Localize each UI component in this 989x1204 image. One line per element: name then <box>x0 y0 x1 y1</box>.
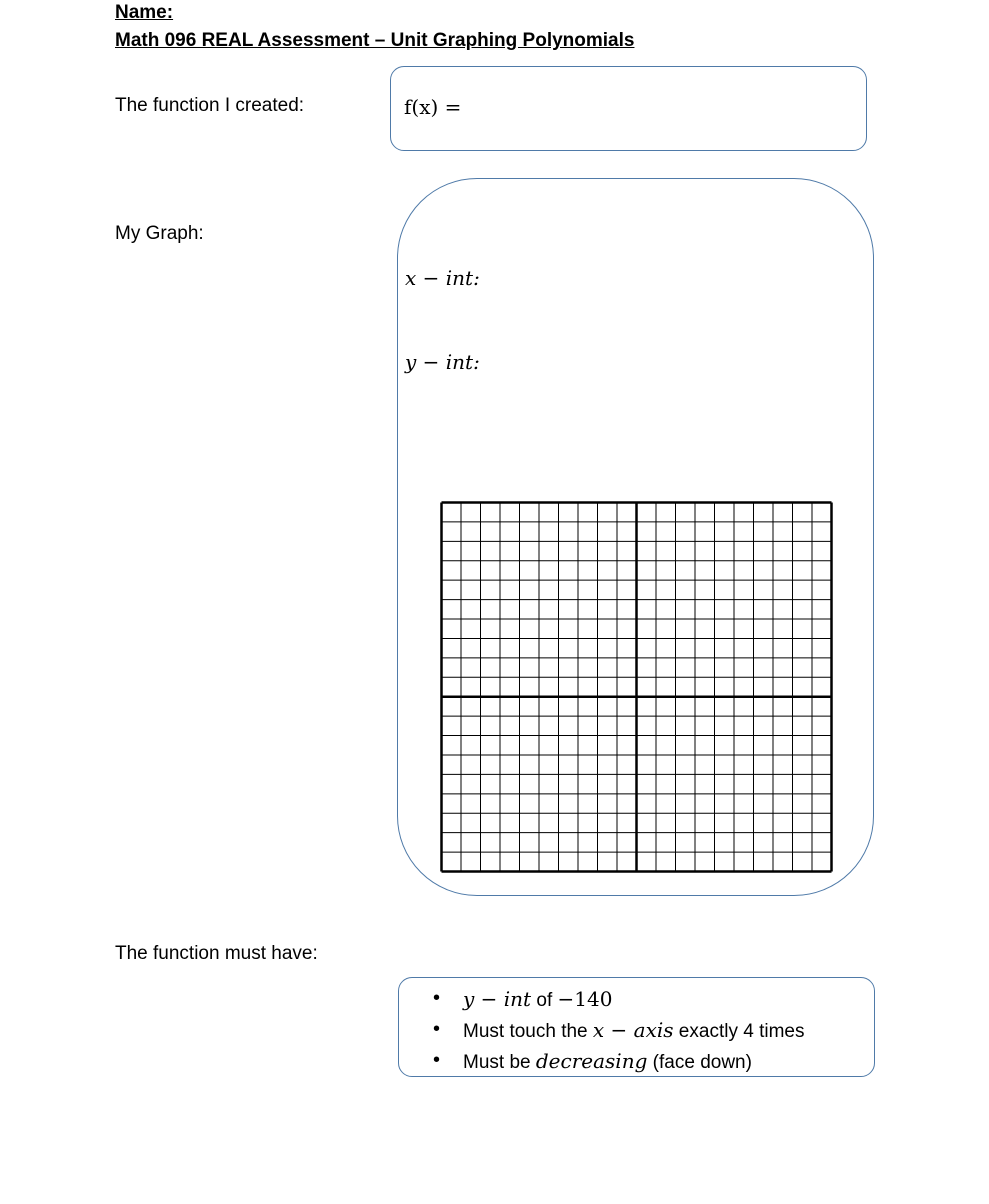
requirement-item-y-int <box>463 987 612 1012</box>
requirement-text: exactly 4 times <box>673 1021 805 1042</box>
requirement-item-touch-axis <box>463 1018 804 1043</box>
x-intercept-label: x − int: <box>405 266 480 290</box>
function-input-box[interactable] <box>390 66 867 151</box>
my-graph-label: My Graph: <box>115 223 204 244</box>
requirement-text: (face down) <box>647 1052 752 1073</box>
bullet-icon: • <box>433 1018 441 1040</box>
requirement-math: decreasing <box>535 1049 648 1073</box>
assessment-title: Math 096 REAL Assessment – Unit Graphing Polynomials <box>115 30 635 51</box>
y-intercept-label: y − int: <box>405 350 480 374</box>
function-formula: f(x) = <box>404 95 462 119</box>
requirements-label: The function must have: <box>115 943 318 964</box>
coordinate-grid[interactable] <box>440 501 833 873</box>
requirements-box <box>398 977 875 1077</box>
requirement-text: Must touch the <box>463 1021 593 1042</box>
requirement-item-decreasing <box>463 1049 752 1074</box>
bullet-icon: • <box>433 1049 441 1071</box>
requirement-value: −140 <box>557 987 613 1011</box>
requirement-math: x − axis <box>592 1018 674 1042</box>
name-label: Name: <box>115 2 174 23</box>
bullet-icon: • <box>433 987 441 1009</box>
requirement-math: y − int <box>463 987 532 1011</box>
function-created-label: The function I created: <box>115 95 305 116</box>
requirement-text: Must be <box>463 1052 536 1073</box>
requirement-text: of <box>531 990 558 1011</box>
